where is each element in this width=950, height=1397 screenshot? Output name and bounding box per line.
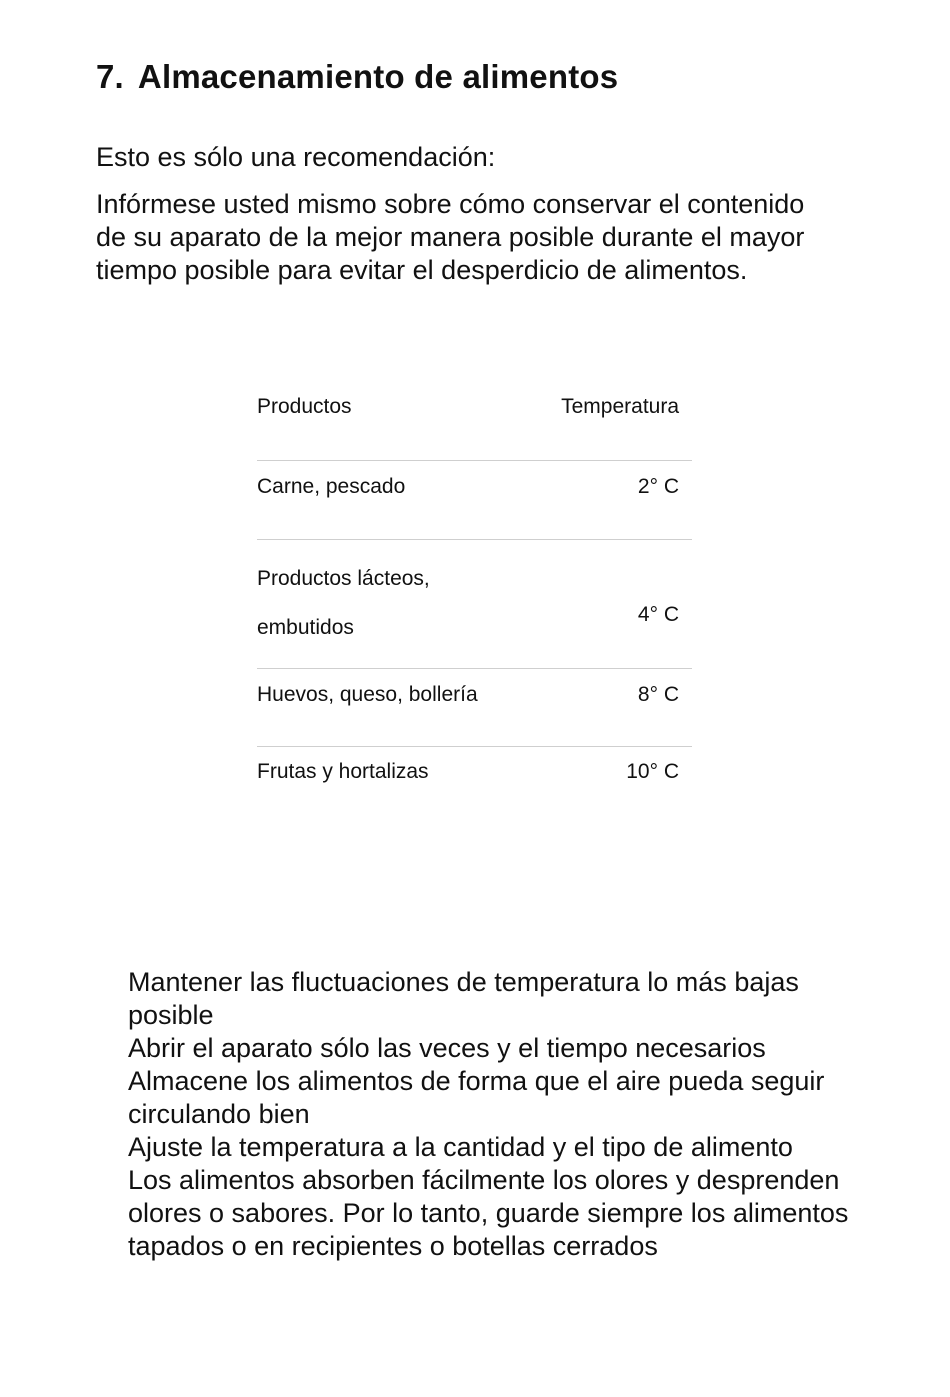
table-header-row (257, 380, 692, 461)
header-temperature: Temperatura (561, 395, 679, 418)
list-item: Almacene los alimentos de forma que el aire pueda seguir circulando bien (128, 1066, 825, 1129)
section-heading (96, 58, 618, 96)
section-title: Almacenamiento de alimentos (137, 58, 619, 95)
table-row (257, 461, 692, 540)
row-temperature: 10° C (626, 760, 679, 783)
list-item: Ajuste la temperatura a la cantidad y el tipo de alimento (128, 1132, 793, 1162)
row-product: Frutas y hortalizas (257, 760, 429, 783)
table-row (257, 540, 692, 669)
body-paragraph: Infórmese usted mismo sobre cómo conservar el contenido de su aparato de la mejor manera posible durante el mayor tiempo posible para evitar el desperdicio de alimentos. (96, 189, 805, 285)
row-product: Carne, pescado (257, 475, 406, 498)
storage-tips-list (128, 966, 868, 1263)
table-row (257, 669, 692, 747)
header-products: Productos (257, 395, 352, 418)
list-item: Mantener las fluctuaciones de temperatura lo más bajas posible (128, 967, 799, 1030)
row-product: Huevos, queso, bollería (257, 683, 478, 706)
row-temperature: 2° C (637, 475, 679, 498)
list-item: Los alimentos absorben fácilmente los olores y desprenden olores o sabores. Por lo tanto, guarde siempre los alimentos tapados o en recipientes o botellas cerrados (128, 1165, 849, 1261)
row-product: Productos lácteos, embutidos (257, 567, 430, 639)
intro-text: Esto es sólo una recomendación: (96, 142, 496, 172)
list-item: Abrir el aparato sólo las veces y el tiempo necesarios (128, 1033, 766, 1063)
storage-temperature-table (257, 380, 692, 807)
row-temperature: 8° C (637, 683, 679, 706)
table-row (257, 747, 692, 807)
section-number: 7. (96, 58, 124, 95)
row-temperature: 4° C (637, 603, 679, 626)
